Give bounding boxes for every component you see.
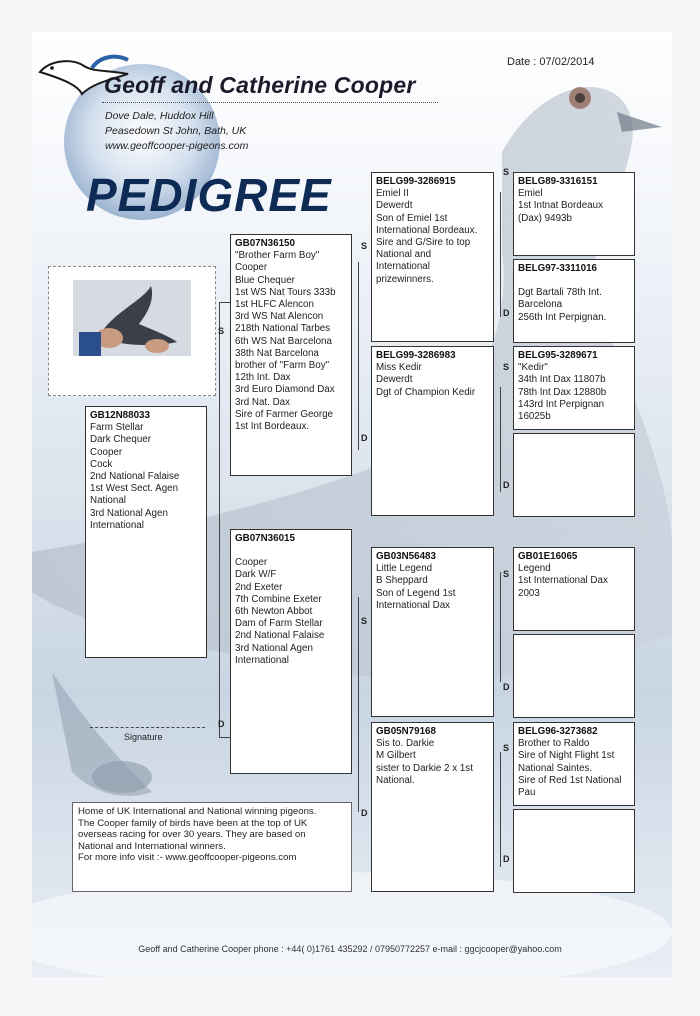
date-value: 07/02/2014	[539, 56, 595, 68]
card-line: Dgt of Champion Kedir	[376, 386, 476, 398]
great-grandparent-card	[513, 259, 635, 343]
card-line: Emiel	[518, 188, 543, 200]
ring-number: GB07N36015	[235, 533, 295, 544]
info-box	[72, 802, 352, 892]
great-grandparent-card	[513, 346, 635, 430]
grandsire-dam-card	[371, 547, 494, 717]
card-line: prizewinners.	[376, 273, 434, 285]
dam-marker: D	[218, 719, 225, 729]
card-line: International	[90, 519, 144, 531]
info-line: Home of UK International and National winning pigeons.	[78, 806, 317, 817]
header-divider	[102, 102, 438, 103]
great-grandparent-card	[513, 547, 635, 631]
card-line	[518, 275, 630, 287]
ggp-2-marker: D	[503, 308, 510, 318]
card-line: 3rd WS Nat Alencon	[235, 311, 324, 323]
ring-number: BELG96-3273682	[518, 726, 598, 737]
dam-connector	[219, 737, 230, 738]
card-line: 1st International Dax	[518, 575, 608, 587]
card-line: M Gilbert	[376, 750, 416, 762]
card-line: 2nd Exeter	[235, 581, 283, 593]
ring-number: BELG99-3286983	[376, 350, 456, 361]
card-line: Sire and G/Sire to top	[376, 237, 471, 249]
card-line: 2nd National Falaise	[90, 471, 180, 483]
card-line: National Saintes.	[518, 762, 593, 774]
ring-number: GB12N88033	[90, 410, 150, 421]
card-line: National.	[376, 774, 415, 786]
sire-card	[230, 234, 352, 476]
card-line: 3rd Euro Diamond Dax	[235, 384, 335, 396]
card-line: 1st Intnat Bordeaux	[518, 200, 603, 212]
bird-photo-frame	[48, 266, 216, 396]
date-label: Date :	[507, 56, 537, 68]
card-line: 3rd National Agen	[235, 642, 313, 654]
ggp-6-marker: D	[503, 682, 510, 692]
card-line: Legend	[518, 563, 551, 575]
grandsire-sire-card	[371, 172, 494, 342]
card-line: National and	[376, 249, 432, 261]
pedigree-page	[32, 32, 672, 977]
card-line: Sire of Farmer George	[235, 408, 334, 420]
sire-bracket	[358, 262, 359, 450]
ggp-4-marker: D	[503, 480, 510, 490]
card-line: Dark Chequer	[90, 434, 151, 446]
card-line: Dewerdt	[376, 374, 413, 386]
gp-dd-bracket	[500, 752, 501, 867]
sire-marker: S	[218, 326, 225, 336]
card-line: Cooper	[235, 557, 268, 569]
card-line: Cock	[90, 458, 113, 470]
card-line: Little Legend	[376, 563, 433, 575]
signature-line	[90, 727, 205, 728]
sire-connector	[219, 302, 230, 303]
card-line: 3rd Nat. Dax	[235, 396, 290, 408]
info-line: The Cooper family of birds have been at the top of UK	[78, 817, 308, 829]
card-line: Sire of Red 1st National	[518, 774, 622, 786]
granddam-sire-card	[371, 346, 494, 516]
card-line: Son of Emiel 1st	[376, 212, 448, 224]
card-line: Miss Kedir	[376, 362, 422, 374]
card-line: Dark W/F	[235, 569, 277, 581]
ring-number: GB07N36150	[235, 238, 295, 249]
granddam-dam-card	[371, 722, 494, 892]
card-line: International	[235, 654, 289, 666]
card-line: 143rd Int Perpignan	[518, 398, 605, 410]
card-line: Farm Stellar	[90, 422, 144, 434]
sire-dam-marker: D	[361, 433, 368, 443]
date	[507, 56, 594, 68]
bird-photo	[73, 280, 191, 356]
card-line: 1st Int Bordeaux.	[235, 421, 310, 433]
subject-card	[85, 406, 207, 658]
gp-ss-bracket	[500, 192, 501, 317]
info-line: overseas racing for over 30 years. They are based on	[78, 829, 306, 840]
card-line: Dam of Farm Stellar	[235, 618, 323, 630]
ring-number: BELG97-3311016	[518, 263, 597, 274]
signature-label: Signature	[124, 732, 163, 742]
card-line: 12th Int. Dax	[235, 372, 291, 384]
great-grandparent-card-empty	[513, 433, 635, 517]
ring-number: GB03N56483	[376, 551, 436, 562]
address-line-2: Peasedown St John, Bath, UK	[105, 125, 247, 137]
card-line: 1st WS Nat Tours 333b	[235, 286, 336, 298]
ring-number: GB01E16065	[518, 551, 578, 562]
ring-number: GB05N79168	[376, 726, 436, 737]
dam-dam-marker: D	[361, 808, 368, 818]
card-line: Pau	[518, 787, 536, 799]
card-line: Barcelona	[518, 299, 563, 311]
ggp-1-marker: S	[503, 167, 510, 177]
ggp-7-marker: S	[503, 743, 510, 753]
card-line: Brother to Raldo	[518, 738, 590, 750]
card-line: "Brother Farm Boy"	[235, 250, 320, 262]
info-line: For more info visit :- www.geoffcooper-pigeons.com	[78, 852, 297, 863]
card-line: 6th Newton Abbot	[235, 606, 313, 618]
page-title: PEDIGREE	[86, 169, 332, 221]
pigeon-in-hand-icon	[73, 280, 191, 356]
card-line: 2003	[518, 587, 540, 599]
ring-number: BELG95-3289671	[518, 350, 598, 361]
card-line: International Bordeaux.	[376, 224, 478, 236]
card-line: 1st HLFC Alencon	[235, 299, 314, 311]
ring-number: BELG99-3286915	[376, 176, 456, 187]
ggp-5-marker: S	[503, 569, 510, 579]
card-line: 218th National Tarbes	[235, 323, 331, 335]
card-line: National	[90, 495, 126, 507]
card-line: Dewerdt	[376, 200, 413, 212]
sire-sire-marker: S	[361, 241, 368, 251]
address-line-1: Dove Dale, Huddox Hill	[105, 110, 214, 122]
card-line: 34th Int Dax 11807b	[518, 374, 606, 386]
card-line: B Sheppard	[376, 575, 428, 587]
card-line: 3rd National Agen	[90, 507, 168, 519]
card-line: brother of "Farm Boy"	[235, 360, 330, 372]
dam-card	[230, 529, 352, 774]
dam-sire-marker: S	[361, 616, 368, 626]
dam-bracket	[358, 597, 359, 812]
card-line: sister to Darkie 2 x 1st	[376, 762, 473, 774]
card-line: International	[376, 261, 430, 273]
card-line: 6th WS Nat Barcelona	[235, 335, 332, 347]
card-line: "Kedir"	[518, 362, 548, 374]
card-line: 38th Nat Barcelona	[235, 347, 319, 359]
card-line: Sire of Night Flight 1st	[518, 750, 615, 762]
card-line: Blue Chequer	[235, 274, 295, 286]
card-line: 7th Combine Exeter	[235, 593, 322, 605]
ring-number: BELG89-3316151	[518, 176, 598, 187]
card-line: 2nd National Falaise	[235, 630, 325, 642]
owner-name: Geoff and Catherine Cooper	[104, 72, 416, 98]
subject-bracket	[219, 302, 220, 737]
card-line: 78th Int Dax 12880b	[518, 386, 607, 398]
card-line: Sis to. Darkie	[376, 738, 435, 750]
ggp-3-marker: S	[503, 362, 510, 372]
website: www.geoffcooper-pigeons.com	[105, 140, 249, 152]
great-grandparent-card-empty	[513, 809, 635, 893]
card-line: Dgt Bartali 78th Int.	[518, 287, 602, 299]
ggp-8-marker: D	[503, 854, 510, 864]
footer-contact: Geoff and Catherine Cooper phone : +44( 0)1761 435292 / 07950772257 e-mail : ggcjcooper@yahoo.com	[138, 944, 562, 954]
card-line: (Dax) 9493b	[518, 212, 572, 224]
great-grandparent-card	[513, 172, 635, 256]
great-grandparent-card	[513, 722, 635, 806]
card-line	[235, 545, 347, 557]
card-line: Cooper	[90, 446, 123, 458]
card-line: Son of Legend 1st	[376, 587, 456, 599]
card-line: Emiel II	[376, 188, 409, 200]
card-line: 16025b	[518, 411, 551, 423]
great-grandparent-card-empty	[513, 634, 635, 718]
gp-ds-bracket	[500, 572, 501, 682]
card-line: 1st West Sect. Agen	[90, 483, 179, 495]
card-line: 256th Int Perpignan.	[518, 311, 607, 323]
card-line: International Dax	[376, 599, 451, 611]
card-line: Cooper	[235, 262, 268, 274]
gp-sd-bracket	[500, 387, 501, 492]
info-line: National and International winners.	[78, 840, 226, 852]
